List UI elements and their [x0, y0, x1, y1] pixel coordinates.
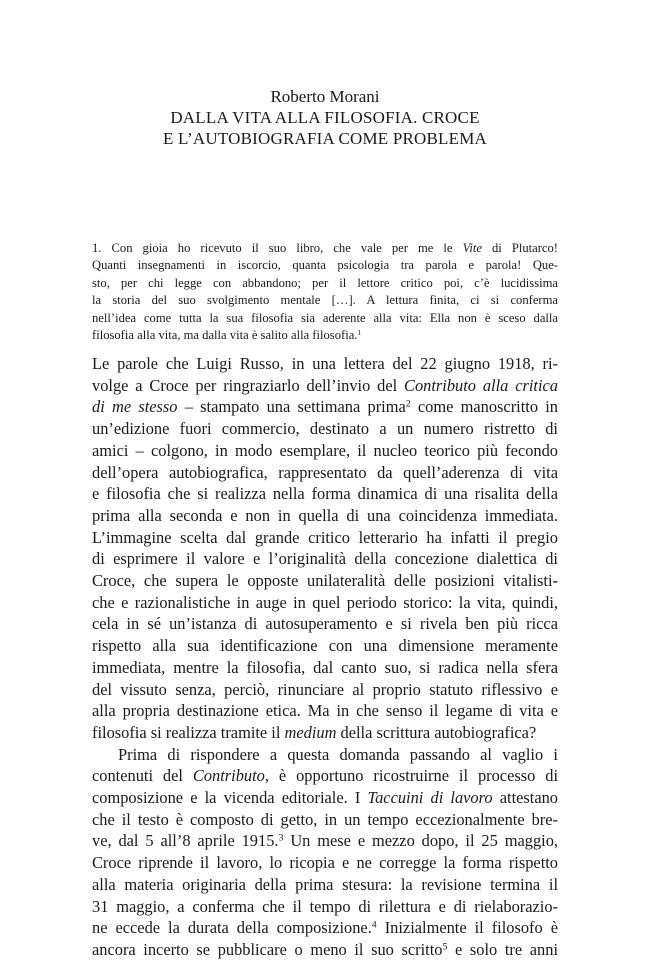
- text-line: che il testo è composto di getto, in un tempo eccezionalmente bre-: [92, 809, 558, 829]
- text-line: cela in sé un’istanza di autosuperamento e si rivela ben più ricca: [92, 614, 558, 634]
- text-line: di esprimere il valore e l’originalità della concezione dialettica di: [92, 549, 558, 569]
- text-line: che e razionalistiche in auge in quel periodo storico: la vita, quindi,: [92, 592, 558, 612]
- paragraph-2: [92, 744, 558, 961]
- footnote-ref: 3: [278, 833, 284, 845]
- epigraph-line: sto, per chi legge con abbandono; per il lettore critico poi, c’è lucidissima: [92, 275, 558, 290]
- text-line: un’edizione fuori commercio, destinato a un numero ristretto di: [92, 419, 558, 439]
- epigraph-line: [92, 327, 558, 344]
- text-line: Croce, che supera le opposte unilateralità delle posizioni vitalisti-: [92, 571, 558, 591]
- text-line: e filosofia che si realizza nella forma dinamica di una risalita della: [92, 484, 558, 504]
- footnote-ref: 5: [442, 941, 448, 953]
- text-line-part: ve, dal 5 all’8 aprile 1915.: [92, 831, 279, 851]
- text-line: alla materia originaria della prima stesura: la revisione termina il: [92, 874, 558, 894]
- text-line: prima alla seconda e non in quella di una coincidenza immediata.: [92, 505, 558, 525]
- text-line-part: ancora incerto se pubblicare o meno il suo scritto: [92, 939, 443, 959]
- text-line: contenuti del Contributo, è opportuno ricostruirne il processo di: [92, 766, 558, 786]
- article-title-line-1: DALLA VITA ALLA FILOSOFIA. CROCE: [170, 108, 480, 127]
- text-line: filosofia si realizza tramite il medium della scrittura autobiografica?: [92, 722, 537, 742]
- text-line: [92, 917, 558, 939]
- epigraph-quote: [92, 240, 558, 344]
- epigraph-line: la storia del suo svolgimento mentale […]. A lettura finita, ci si conferma: [92, 293, 558, 308]
- text-line: alla propria destinazione etica. Ma in che senso il legame di vita e: [92, 701, 558, 721]
- text-line: Le parole che Luigi Russo, in una lettera del 22 giugno 1918, ri-: [92, 354, 558, 373]
- text-line: immediata, mentre la filosofia, dal canto suo, si radica nella sfera: [92, 657, 558, 677]
- text-line-part: come manoscritto in: [410, 397, 558, 417]
- epigraph-line: Quanti insegnamenti in iscorcio, quanta psicologia tra parola e parola! Que-: [92, 258, 558, 273]
- text-line: composizione e la vicenda editoriale. I Taccuini di lavoro attestano: [92, 788, 559, 808]
- text-line: dell’opera autobiografica, rappresentato da quell’aderenza di vita: [92, 462, 558, 482]
- text-line: 31 maggio, a conferma che il tempo di rilettura e di rielaborazio-: [92, 896, 558, 916]
- footnote-ref: 2: [405, 399, 411, 410]
- text-line: L’immagine scelta dal grande critico letterario ha infatti il pregio: [92, 527, 558, 547]
- text-line: rispetto alla sua identificazione con una dimensione meramente: [92, 636, 558, 656]
- author-name: Roberto Morani: [270, 87, 380, 106]
- footnote-ref: 1: [357, 327, 362, 337]
- text-line: Prima di rispondere a questa domanda passando al vaglio i: [118, 744, 558, 764]
- text-line-part: ne eccede la durata della composizione.: [92, 918, 372, 938]
- text-line-part: di me stesso – stampato una settimana prima: [92, 397, 406, 417]
- text-line: amici – colgono, in modo esemplare, il nucleo teorico più fecondo: [92, 440, 558, 460]
- epigraph-line: 1. Con gioia ho ricevuto il suo libro, che vale per me le Vite di Plutarco!: [92, 241, 558, 255]
- text-line: [92, 830, 558, 852]
- text-line: volge a Croce per ringraziarlo dell’invio del Contributo alla critica: [92, 375, 558, 395]
- footnote-ref: 4: [371, 919, 377, 931]
- text-line: Croce riprende il lavoro, lo ricopia e ne corregge la forma rispetto: [92, 853, 558, 873]
- text-line-part: Un mese e mezzo dopo, il 25 maggio,: [283, 831, 558, 851]
- body-text: [92, 353, 558, 961]
- article-header: [0, 86, 650, 149]
- text-line: del vissuto senza, perciò, rinunciare al proprio statuto riflessivo e: [92, 679, 558, 699]
- text-line-part: Inizialmente il filosofo è: [376, 918, 558, 938]
- text-line: [92, 396, 558, 418]
- article-title-line-2: E L’AUTOBIOGRAFIA COME PROBLEMA: [162, 129, 488, 148]
- text-line: [92, 939, 558, 961]
- epigraph-line-text: filosofia alla vita, ma dalla vita è salito alla filosofia.: [92, 328, 358, 343]
- paragraph-1: [92, 353, 558, 744]
- text-line-part: e solo tre anni: [447, 939, 558, 959]
- epigraph-line: nell’idea come tutta la sua filosofia sia aderente alla vita: Ella non è sceso dalla: [92, 310, 558, 325]
